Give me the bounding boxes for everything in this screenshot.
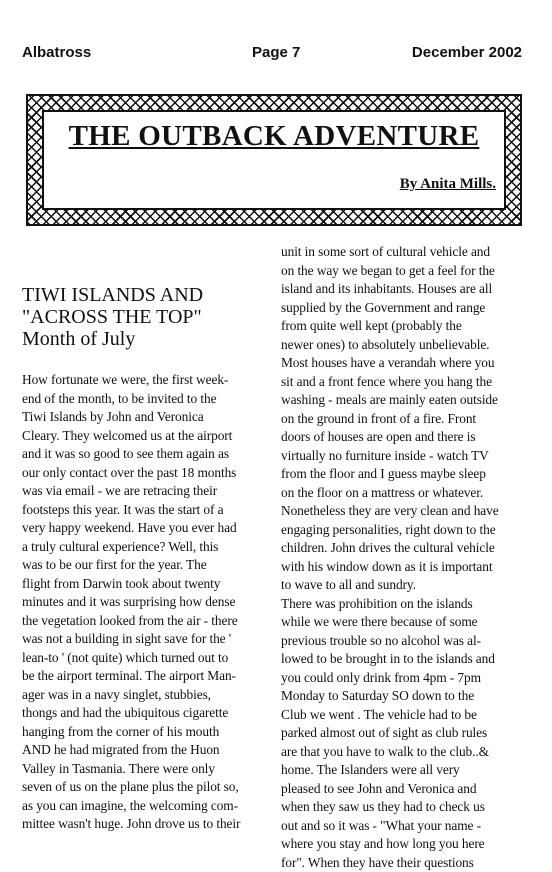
text-line: for". When they have their questions [281,854,531,872]
text-line: island and its inhabitants. Houses are all [281,280,531,299]
text-line: sit and a front fence where you hang the [281,373,531,392]
text-line: to wave to all and sundry. [281,576,531,595]
banner-inner-box [42,110,506,210]
author-byline: By Anita Mills. [400,176,496,193]
text-line: ager was in a navy singlet, stubbies, [22,686,272,705]
text-line: thongs and had the ubiquitous cigarette [22,704,272,723]
text-line: virtually no furniture inside - watch TV [281,447,531,466]
text-line: flight from Darwin took about twenty [22,575,272,594]
text-line: and it was so good to see them again as [22,445,272,464]
text-line: minutes and it was surprising how dense [22,593,272,612]
text-line: with his window down as it is important [281,558,531,577]
text-line: Valley in Tasmania. There were only [22,760,272,779]
text-line: where you stay and how long you here [281,835,531,854]
text-line: hanging from the corner of his mouth [22,723,272,742]
text-line: pleased to see John and Veronica and [281,780,531,799]
text-line: Monday to Saturday SO down to the [281,687,531,706]
text-line: from the floor and I guess maybe sleep [281,465,531,484]
text-line: lean-to ' (not quite) which turned out to [22,649,272,668]
text-line: Nonetheless they are very clean and have [281,502,531,521]
subheading-line: "ACROSS THE TOP" [22,306,262,328]
newsletter-name: Albatross [22,44,91,61]
text-line: Cleary. They welcomed us at the airport [22,427,272,446]
text-line: newer ones) to absolutely unbelievable. [281,336,531,355]
text-line: supplied by the Government and range [281,299,531,318]
text-line: as you can imagine, the welcoming com- [22,797,272,816]
text-line: you could only drink from 4pm - 7pm [281,669,531,688]
text-line: Most houses have a verandah where you [281,354,531,373]
text-line: on the way we began to get a feel for the [281,262,531,281]
text-line: end of the month, to be invited to the [22,390,272,409]
text-line: from quite well kept (probably the [281,317,531,336]
text-line: very happy weekend. Have you ever had [22,519,272,538]
text-line: previous trouble so no alcohol was al- [281,632,531,651]
article-subheading [22,284,262,350]
text-line: on the floor on a mattress or whatever. [281,484,531,503]
text-line: while we were there because of some [281,613,531,632]
issue-date: December 2002 [412,44,522,61]
text-line: engaging personalities, right down to the [281,521,531,540]
article-title: THE OUTBACK ADVENTURE [44,120,504,153]
left-text-column [22,371,272,834]
page-header [22,44,522,68]
text-line: unit in some sort of cultural vehicle and [281,243,531,262]
text-line: are that you have to walk to the club..& [281,743,531,762]
right-text-column [281,243,531,872]
text-line: when they saw us they had to check us [281,798,531,817]
page-number: Page 7 [252,44,300,61]
text-line: on the ground in front of a fire. Front [281,410,531,429]
subheading-line: TIWI ISLANDS AND [22,284,262,306]
text-line: doors of houses are open and there is [281,428,531,447]
text-line: AND he had migrated from the Huon [22,741,272,760]
subheading-line: Month of July [22,328,262,350]
text-line: washing - meals are mainly eaten outside [281,391,531,410]
text-line: was via email - we are retracing their [22,482,272,501]
text-line: seven of us on the plane plus the pilot so, [22,778,272,797]
text-line: parked almost out of sight as club rules [281,724,531,743]
text-line: How fortunate we were, the first week- [22,371,272,390]
text-line: out and so it was - "What your name - [281,817,531,836]
text-line: was not a building in sight save for the ' [22,630,272,649]
text-line: home. The Islanders were all very [281,761,531,780]
text-line: footsteps this year. It was the start of a [22,501,272,520]
text-line: Tiwi Islands by John and Veronica [22,408,272,427]
text-line: was to be our first for the year. The [22,556,272,575]
text-line: Club we went . The vehicle had to be [281,706,531,725]
text-line: our only contact over the past 18 months [22,464,272,483]
text-line: lowed to be brought in to the islands and [281,650,531,669]
text-line: mittee wasn't huge. John drove us to their [22,815,272,834]
text-line: the vegetation looked from the air - there [22,612,272,631]
text-line: There was prohibition on the islands [281,595,531,614]
text-line: a truly cultural experience? Well, this [22,538,272,557]
title-banner [26,94,522,226]
text-line: be the airport terminal. The airport Man- [22,667,272,686]
text-line: children. John drives the cultural vehicle [281,539,531,558]
